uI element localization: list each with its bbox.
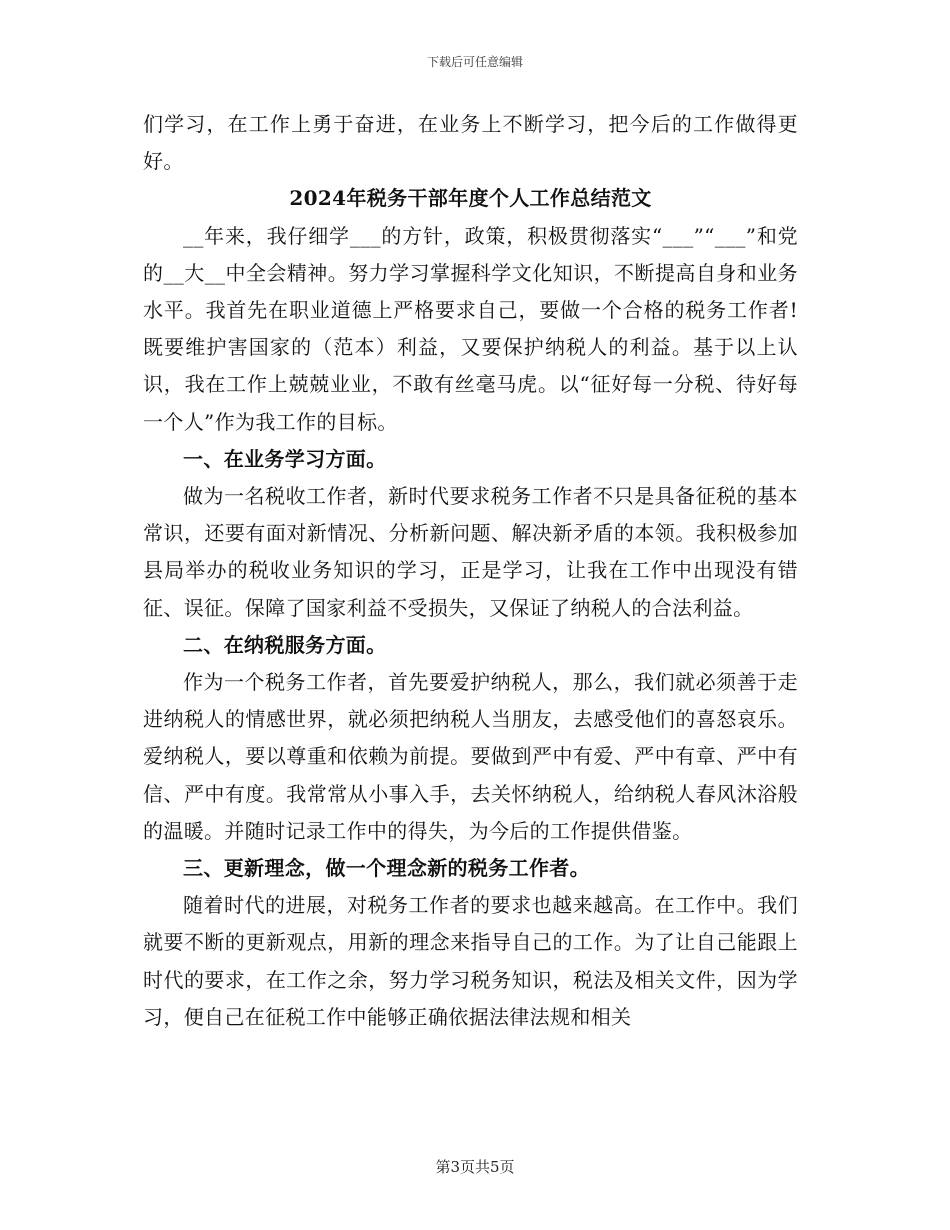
- page-number: 第3页共5页: [435, 1158, 515, 1176]
- section-heading-2: 二、在纳税服务方面。: [183, 632, 387, 657]
- intro-paragraph: __年来，我仔细学___的方针，政策，积极贯彻落实“___”“___”和党的__大__中全会精神。努力学习掌握科学文化知识，不断提高自身和业务水平。我首先在职业道德上严格要求自己，要做一个合格的税务工作者!既要维护害国家的（范本）利益，又要保护纳税人的利益。基于以上认识，我在工作上兢兢业业，不敢有丝毫马虎。以“征好每一分税、待好每一个人”作为我工作的目标。: [143, 223, 798, 434]
- continuation-paragraph: 们学习，在工作上勇于奋进，在业务上不断学习，把今后的工作做得更好。: [143, 112, 798, 174]
- document-title: 2024年税务干部年度个人工作总结范文: [289, 186, 652, 211]
- section-heading-3: 三、更新理念，做一个理念新的税务工作者。: [183, 856, 590, 881]
- section-body-2: 作为一个税务工作者，首先要爱护纳税人，那么，我们就必须善于走进纳税人的情感世界，就必须把纳税人当朋友，去感受他们的喜怒哀乐。爱纳税人，要以尊重和依赖为前提。要做到严中有爱、严中有章、严中有信、严中有度。我常常从小事入手，去关怀纳税人，给纳税人春风沐浴般的温暖。并随时记录工作中的得失，为今后的工作提供借鉴。: [143, 670, 798, 843]
- section-body-1: 做为一名税收工作者，新时代要求税务工作者不只是具备征税的基本常识，还要有面对新情况、分析新问题、解决新矛盾的本领。我积极参加县局举办的税收业务知识的学习，正是学习，让我在工作中出现没有错征、误征。保障了国家利益不受损失，又保证了纳税人的合法利益。: [143, 484, 798, 620]
- section-body-3: 随着时代的进展，对税务工作者的要求也越来越高。在工作中。我们就要不断的更新观点，用新的理念来指导自己的工作。为了让自己能跟上时代的要求，在工作之余，努力学习税务知识，税法及相关文件，因为学习，便自己在征税工作中能够正确依据法律法规和相关: [143, 893, 798, 1029]
- section-heading-1: 一、在业务学习方面。: [183, 446, 387, 471]
- document-body: [143, 106, 798, 1036]
- header-note: 下载后可任意编辑: [426, 55, 523, 69]
